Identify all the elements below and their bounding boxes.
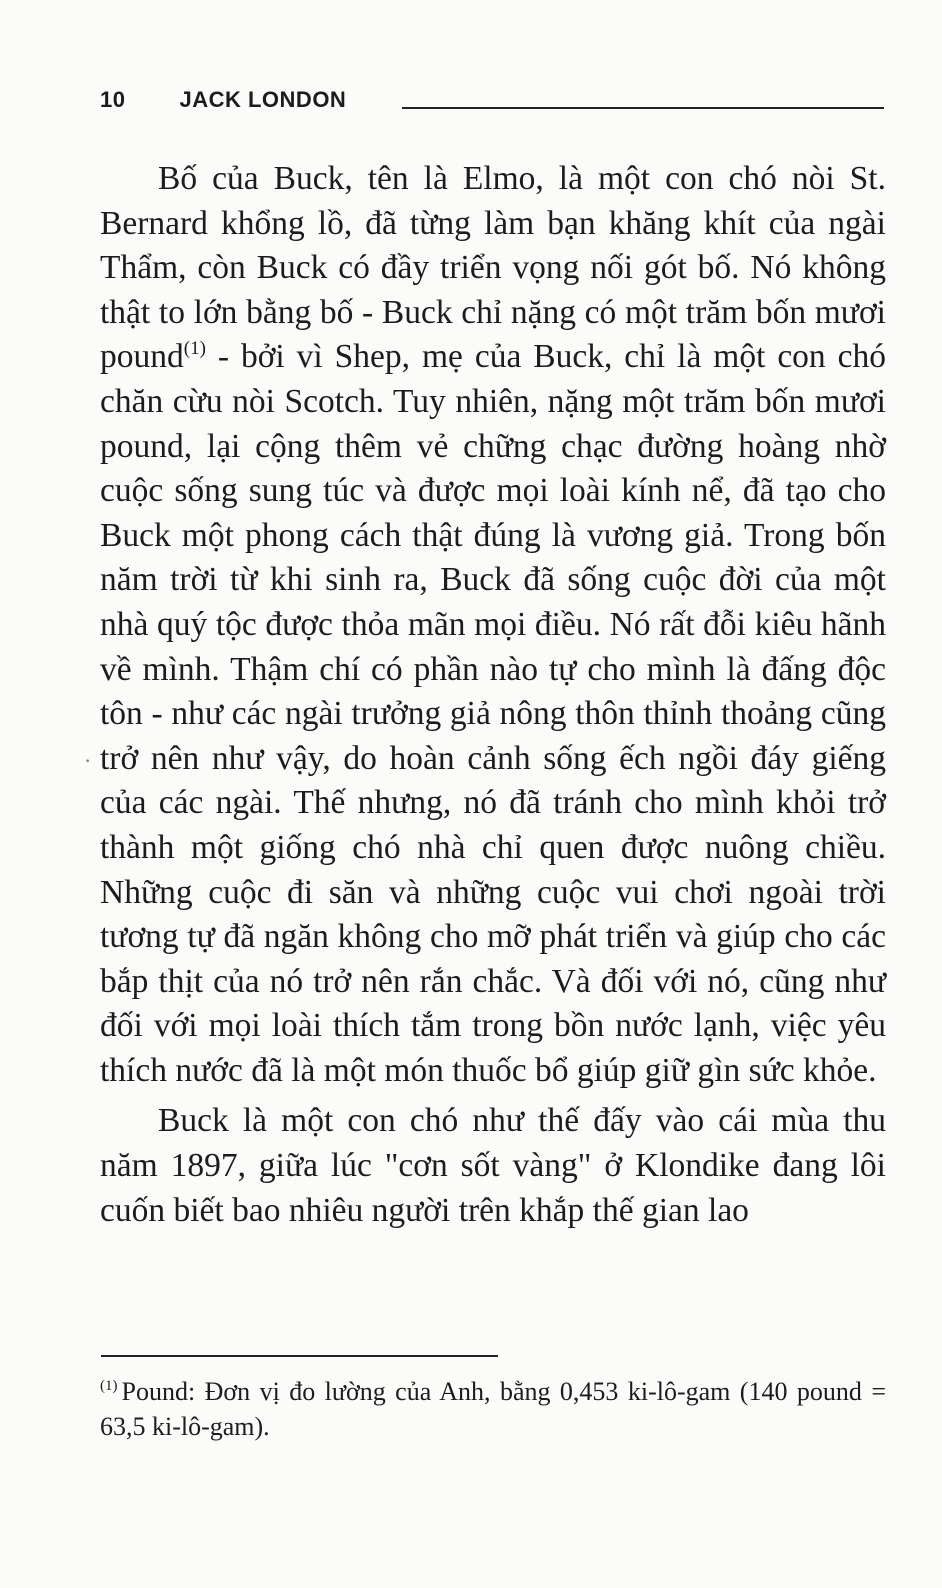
footnote xyxy=(100,1374,886,1444)
footnote-reference: (1) xyxy=(183,338,206,360)
body-text xyxy=(100,157,886,1239)
footnote-marker: (1) xyxy=(100,1378,118,1394)
page-number: 10 xyxy=(100,87,126,112)
paragraph-2: Buck là một con chó như thế đấy vào cái mùa thu năm 1897, giữa lúc "cơn sốt vàng" ở Klondike đang lôi cuốn biết bao nhiêu người trên khắp thế gian lao xyxy=(100,1102,886,1229)
header-rule xyxy=(402,107,884,109)
paragraph-1-part-2: - bởi vì Shep, mẹ của Buck, chỉ là một con chó chăn cừu nòi Scotch. Tuy nhiên, nặng một trăm bốn mươi pound, lại cộng thêm vẻ chững chạc đường hoàng nhờ cuộc sống sung túc và được mọi loài kính nể, đã tạo cho Buck một phong cách thật đúng là vương giả. Trong bốn năm trời từ khi sinh ra, Buck đã sống cuộc đời của một nhà quý tộc được thỏa mãn mọi điều. Nó rất đỗi kiêu hãnh về mình. Thậm chí có phần nào tự cho mình là đấng độc tôn - như các ngài trưởng giả nông thôn thỉnh thoảng cũng trở nên như vậy, do hoàn cảnh sống ếch ngồi đáy giếng của các ngài. Thế nhưng, nó đã tránh cho mình khỏi trở thành một giống chó nhà chỉ quen được nuông chiều. Những cuộc đi săn và những cuộc vui chơi ngoài trời tương tự đã ngăn không cho mỡ phát triển và giúp cho các bắp thịt của nó trở nên rắn chắc. Và đối với nó, cũng như đối với mọi loài thích tắm trong bồn nước lạnh, việc yêu thích nước đã là một món thuốc bổ giúp giữ gìn sức khỏe. xyxy=(100,338,886,1089)
running-header-author: JACK LONDON xyxy=(179,87,347,112)
running-header xyxy=(100,84,885,116)
paragraph-1 xyxy=(100,157,886,1093)
paragraph-1-part-1: Bố của Buck, tên là Elmo, là một con chó nòi St. Bernard khổng lồ, đã từng làm bạn khăng khít của ngài Thẩm, còn Buck có đầy triển vọng nối gót bố. Nó không thật to lớn bằng bố - Buck chỉ nặng có một trăm bốn mươi pound xyxy=(100,160,886,376)
footnote-rule xyxy=(101,1355,498,1357)
margin-speck: · xyxy=(84,748,92,773)
footnote-text: Pound: Đơn vị đo lường của Anh, bằng 0,453 ki-lô-gam (140 pound = 63,5 ki-lô-gam). xyxy=(100,1377,886,1441)
